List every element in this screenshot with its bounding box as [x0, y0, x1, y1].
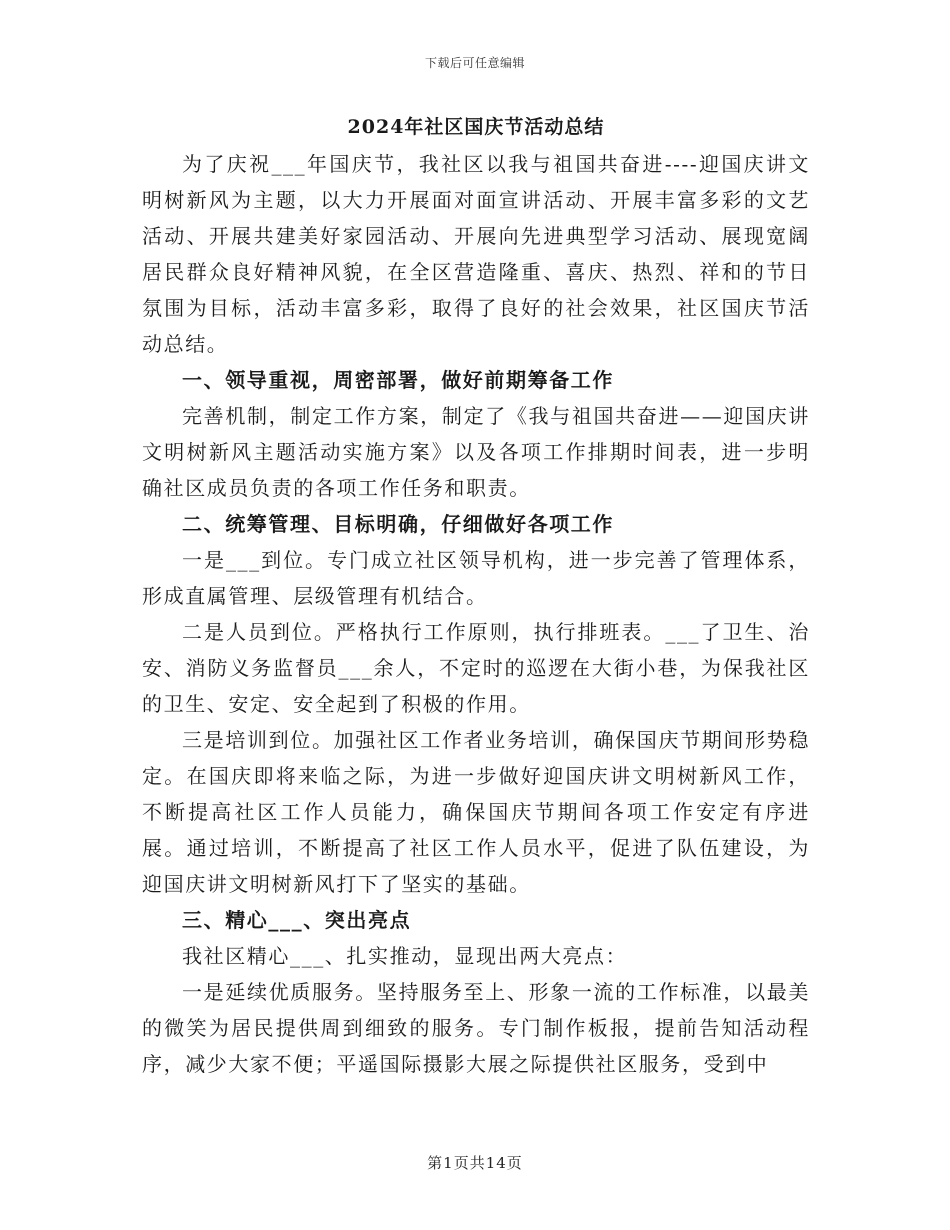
section-2-item-1: 一是___到位。专门成立社区领导机构，进一步完善了管理体系，形成直属管理、层级管理有机结合。 [142, 548, 810, 608]
section-heading-1: 一、领导重视，周密部署，做好前期筹备工作 [182, 368, 614, 392]
section-2-item-3: 三是培训到位。加强社区工作者业务培训，确保国庆节期间形势稳定。在国庆即将来临之际，为进一步做好迎国庆讲文明树新风工作，不断提高社区工作人员能力，确保国庆节期间各项工作安定有序进展。通过培训，不断提高了社区工作人员水平，促进了队伍建设，为迎国庆讲文明树新风打下了坚实的基础。 [142, 728, 810, 896]
page-number: 第1页共14页 [427, 1154, 523, 1172]
section-3-intro: 我社区精心___、扎实推动，显现出两大亮点： [182, 944, 628, 968]
document-title: 2024年社区国庆节活动总结 [347, 116, 605, 138]
section-3-item-1: 一是延续优质服务。坚持服务至上、形象一流的工作标准，以最美的微笑为居民提供周到细致的服务。专门制作板报，提前告知活动程序，减少大家不便；平遥国际摄影大展之际提供社区服务，受到中 [142, 980, 810, 1076]
section-heading-3: 三、精心___、突出亮点 [182, 908, 412, 932]
intro-paragraph: 为了庆祝___年国庆节，我社区以我与祖国共奋进----迎国庆讲文明树新风为主题，以大力开展面对面宣讲活动、开展丰富多彩的文艺活动、开展共建美好家园活动、开展向先进典型学习活动、展现宽阔居民群众良好精神风貌，在全区营造隆重、喜庆、热烈、祥和的节日氛围为目标，活动丰富多彩，取得了良好的社会效果，社区国庆节活动总结。 [142, 152, 810, 356]
section-2-item-2: 二是人员到位。严格执行工作原则，执行排班表。___了卫生、治安、消防义务监督员___余人，不定时的巡逻在大街小巷，为保我社区的卫生、安定、安全起到了积极的作用。 [142, 620, 810, 716]
section-1-paragraph: 完善机制，制定工作方案，制定了《我与祖国共奋进——迎国庆讲文明树新风主题活动实施方案》以及各项工作排期时间表，进一步明确社区成员负责的各项工作任务和职责。 [142, 404, 810, 500]
page-header-note: 下载后可任意编辑 [424, 56, 525, 70]
section-heading-2: 二、统筹管理、目标明确，仔细做好各项工作 [182, 512, 614, 536]
document-body [142, 112, 810, 1082]
